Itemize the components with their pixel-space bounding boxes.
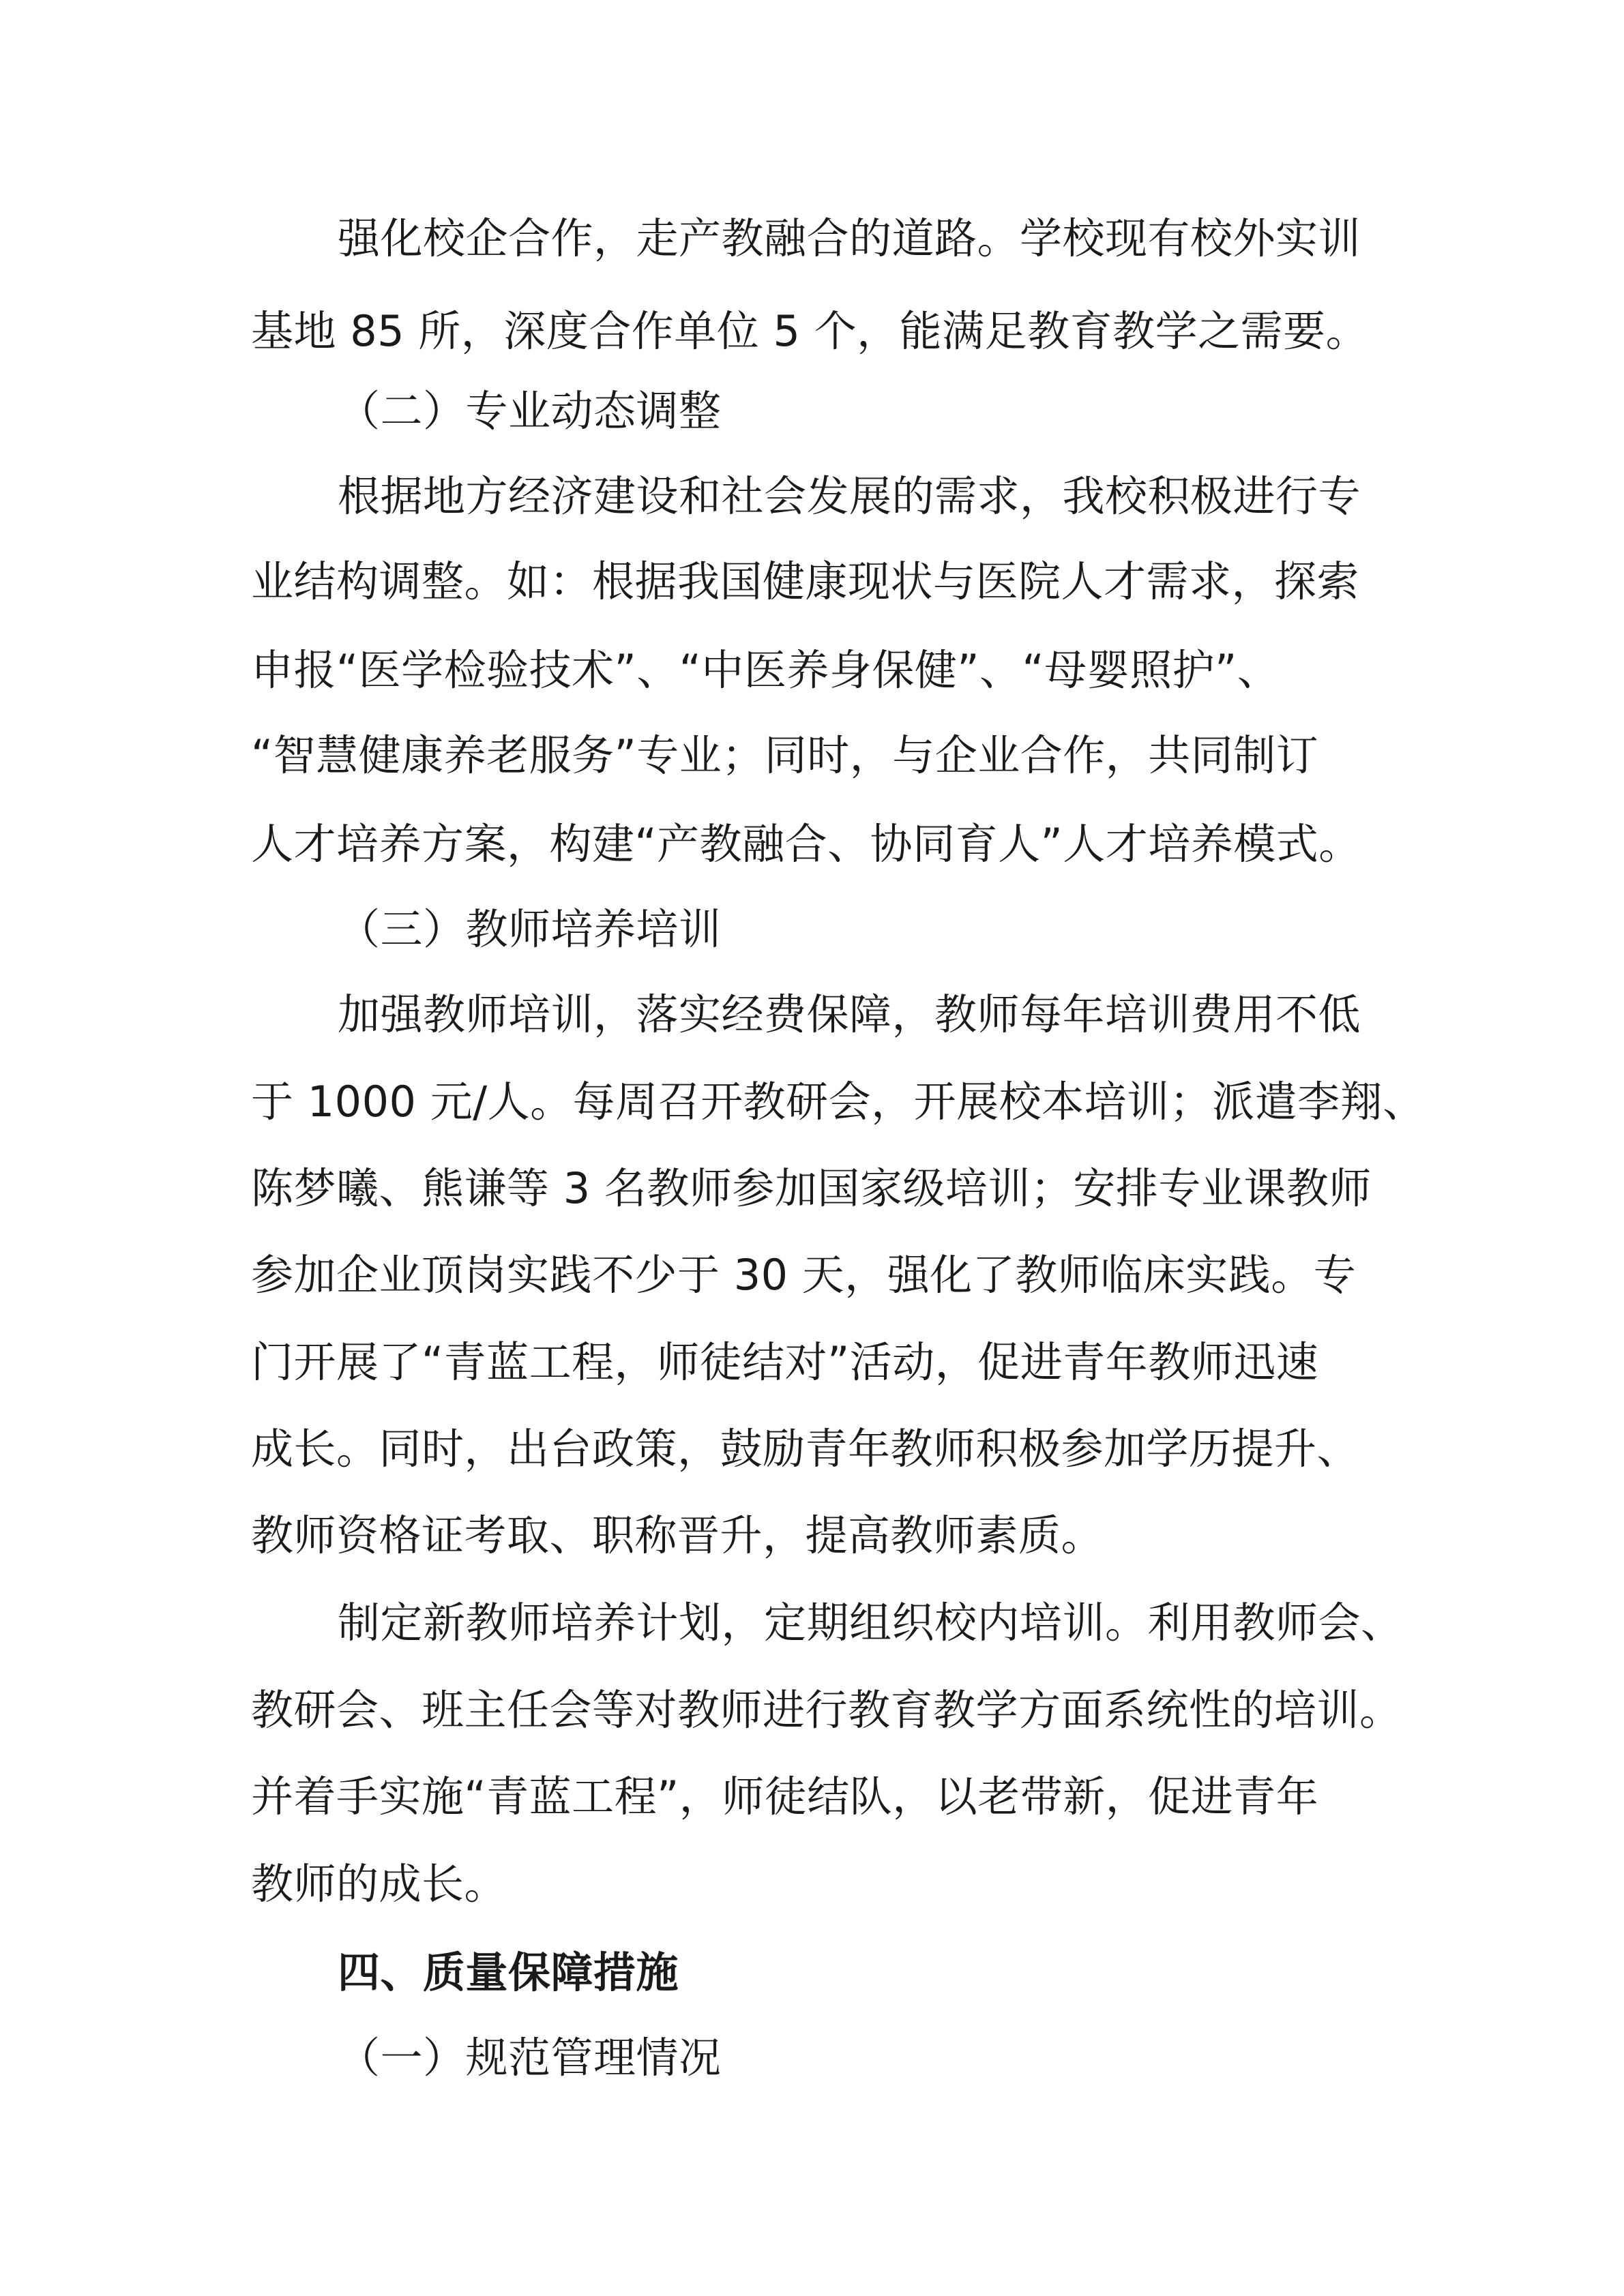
paragraph-line: 教师资格证考取、职称晋升，提高教师素质。	[251, 1510, 1104, 1560]
paragraph-line: 根据地方经济建设和社会发展的需求，我校积极进行专	[338, 471, 1361, 521]
paragraph-line: 参加企业顶岗实践不少于 30 天，强化了教师临床实践。专	[251, 1250, 1357, 1300]
paragraph-line: 人才培养方案，构建“产教融合、协同育人”人才培养模式。	[251, 819, 1361, 869]
paragraph-line: 加强教师培训，落实经费保障，教师每年培训费用不低	[338, 989, 1361, 1039]
section-subheading-3: （三）教师培养培训	[338, 904, 722, 954]
paragraph-line: 于 1000 元/人。每周召开教研会，开展校本培训；派遣李翔、	[251, 1077, 1426, 1127]
paragraph-line: 教师的成长。	[251, 1859, 507, 1909]
paragraph-line: “智慧健康养老服务”专业；同时，与企业合作，共同制订	[251, 730, 1319, 780]
paragraph-line: 制定新教师培养计划，定期组织校内培训。利用教师会、	[338, 1598, 1404, 1648]
paragraph-line: 并着手实施“青蓝工程”，师徒结队，以老带新，促进青年	[251, 1772, 1319, 1821]
section-subheading-4-1: （一）规范管理情况	[338, 2033, 722, 2083]
paragraph-line: 业结构调整。如：根据我国健康现状与医院人才需求，探索	[251, 556, 1360, 606]
section-subheading-2: （二）专业动态调整	[338, 386, 722, 436]
section-heading-4: 四、质量保障措施	[338, 1948, 679, 1997]
paragraph-line: 成长。同时，出台政策，鼓励青年教师积极参加学历提升、	[251, 1424, 1360, 1474]
paragraph-line: 申报“医学检验技术”、“中医养身保健”、“母婴照护”、	[251, 645, 1280, 695]
paragraph-line: 教研会、班主任会等对教师进行教育教学方面系统性的培训。	[251, 1685, 1402, 1735]
paragraph-line: 陈梦曦、熊谦等 3 名教师参加国家级培训；安排专业课教师	[251, 1163, 1372, 1213]
paragraph-line: 门开展了“青蓝工程，师徒结对”活动，促进青年教师迅速	[251, 1337, 1319, 1387]
paragraph-line: 基地 85 所，深度合作单位 5 个，能满足教育教学之需要。	[251, 306, 1369, 356]
paragraph-line: 强化校企合作，走产教融合的道路。学校现有校外实训	[338, 213, 1361, 263]
